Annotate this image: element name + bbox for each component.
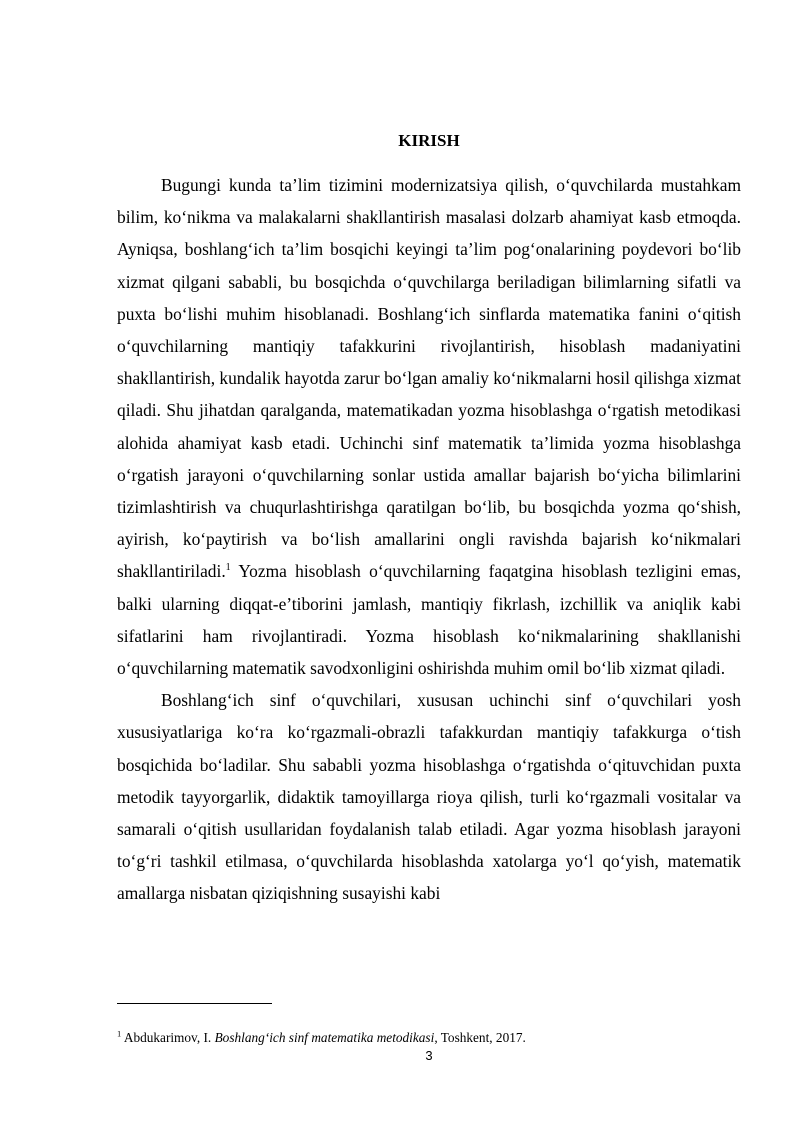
paragraph-1 [117, 169, 741, 684]
footnote-mark: 1 [117, 1028, 122, 1039]
footnote-book-title: Boshlang‘ich sinf matematika metodikasi [214, 1030, 435, 1045]
paragraph-2: Boshlang‘ich sinf o‘quvchilari, xususan uchinchi sinf o‘quvchilari yosh xususiyatlariga ko‘ra ko‘rgazmali-obrazli tafakkurdan mantiqiy tafakkurga o‘tish bosqichida bo‘ladilar. Shu sababli yozma hisoblashga o‘rgatishda o‘qituvchidan puxta metodik tayyorgarlik, didaktik tamoyillarga rioya qilish, turli ko‘rgazmali vositalar va samarali o‘qitish usullaridan foydalanish talab etiladi. Agar yozma hisoblash jarayoni to‘g‘ri tashkil etilmasa, o‘quvchilarda hisoblashda xatolarga yo‘l qo‘yish, matematik amallarga nisbatan qiziqishning susayishi kabi [117, 690, 741, 904]
footnote-author: Abdukarimov, I. [121, 1030, 215, 1045]
section-title: KIRISH [398, 131, 460, 150]
footnote-separator [117, 1003, 272, 1004]
body-text [117, 169, 741, 910]
footnote-reference[interactable]: 1 [225, 562, 231, 574]
page-number: 3 [425, 1048, 433, 1063]
paragraph-1-part-2: Yozma hisoblash o‘quvchilarning faqatgina hisoblash tezligini emas, balki ularning diqqat-e’tiborini jamlash, mantiqiy fikrlash, izchillik va aniqlik kabi sifatlarini ham rivojlantiradi. Yozma hisoblash ko‘nikmalarining shakllanishi o‘quvchilarning matematik savodxonligini oshirishda muhim omil bo‘lib xizmat qiladi. [117, 561, 741, 679]
footnote [117, 1030, 741, 1046]
paragraph-1-part-1: Bugungi kunda ta’lim tizimini modernizatsiya qilish, o‘quvchilarda mustahkam bilim, ko‘nikma va malakalarni shakllantirish masalasi dolzarb ahamiyat kasb etmoqda. Ayniqsa, boshlang‘ich ta’lim bosqichi keyingi ta’lim pog‘onalarining poydevori bo‘lib xizmat qilgani sababli, bu bosqichda o‘quvchilarga beriladigan bilimlarning sifatli va puxta bo‘lishi muhim hisoblanadi. Boshlang‘ich sinflarda matematika fanini o‘qitish o‘quvchilarning mantiqiy tafakkurini rivojlantirish, hisoblash madaniyatini shakllantirish, kundalik hayotda zarur bo‘lgan amaliy ko‘nikmalarni hosil qilishga xizmat qiladi. Shu jihatdan qaralganda, matematikadan yozma hisoblashga o‘rgatish metodikasi alohida ahamiyat kasb etadi. Uchinchi sinf matematik ta’limida yozma hisoblashga o‘rgatish jarayoni o‘quvchilarning sonlar ustida amallar bajarish bo‘yicha bilimlarini tizimlashtirish va chuqurlashtirishga qaratilgan bo‘lib, bu bosqichda yozma qo‘shish, ayirish, ko‘paytirish va bo‘lish amallarini ongli ravishda bajarish ko‘nikmalari shakllantiriladi. [117, 175, 741, 582]
footnote-publication: , Toshkent, 2017. [434, 1030, 526, 1045]
